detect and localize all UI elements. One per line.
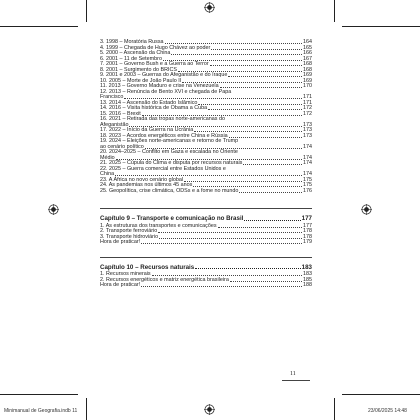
registration-mark-icon [361, 204, 372, 215]
toc-entry[interactable]: 3. Transporte hidroviário 178 [100, 233, 312, 240]
toc-entry[interactable]: Hora de praticar! 179 [100, 239, 312, 245]
toc-entry[interactable]: 25. Geopolítica, crise climática, ODSs e a fome no mundo 176 [100, 187, 312, 194]
crop-mark [334, 398, 335, 420]
toc-entry[interactable]: 2. Recursos energéticos e matriz energética brasileira 185 [100, 276, 312, 283]
toc-entry-first-line[interactable]: 12. 2013 – Renúncia de Bento XVI e chegada de Papa [100, 88, 232, 95]
toc-entry[interactable]: 6. 2001 – 11 de Setembro 167 [100, 55, 312, 62]
toc-entry[interactable]: 1. Recursos minerais 183 [100, 271, 312, 277]
toc-entry[interactable]: 10. 2005 – Morte de João Paulo II 169 [100, 77, 312, 84]
chapter-heading[interactable]: Capítulo 10 – Recursos naturais 183 [100, 263, 312, 271]
toc-entry[interactable]: 1. As estruturas dos transportes e comunicações 177 [100, 222, 312, 229]
toc-entry[interactable]: 14. 2016 – Visita histórica de Obama a Cuba 172 [100, 105, 312, 111]
toc-entry-first-line[interactable]: 22. 2025 – Guerra comercial entre Estados Unidos e [100, 165, 226, 172]
page-number-rule [282, 380, 310, 381]
toc-entry[interactable]: 18. 2023 – Acordos energéticos entre China e Rússia 173 [100, 132, 312, 139]
crop-mark [334, 0, 335, 22]
toc-entry[interactable]: 3. 1998 – Moratória Russa 164 [100, 39, 312, 45]
toc-entry[interactable]: Hora de praticar! 188 [100, 282, 312, 288]
crop-mark [0, 394, 78, 395]
toc-entry[interactable]: 7. 2001 – Governo Bush e a Guerra ao Terror 168 [100, 61, 312, 67]
registration-mark-icon [48, 204, 59, 215]
toc-entry[interactable]: 17. 2022 – Início da Guerra na Ucrânia 173 [100, 127, 312, 133]
footer-timestamp: 23/06/2025 14:48 [368, 408, 407, 414]
toc-entry-first-line[interactable]: 16. 2021 – Retirada das tropas norte-americanas do [100, 116, 225, 122]
toc-entry[interactable]: 11. 2013 – Governo Maduro e crise na Venezuela 170 [100, 83, 312, 89]
toc-entry[interactable]: 5. 2000 – Ascensão da China 166 [100, 50, 312, 56]
toc-entry[interactable]: China 174 [100, 171, 312, 177]
toc-entry[interactable]: 4. 1999 – Chegada de Hugo Chávez ao poder 165 [100, 44, 312, 51]
toc-entry[interactable]: 8. 2001 – Surgimento do BRICS 168 [100, 66, 312, 73]
crop-mark [86, 398, 87, 420]
crop-mark [342, 394, 420, 395]
crop-mark [342, 26, 420, 27]
chapter-9-section [100, 208, 312, 246]
toc-entry[interactable]: 24. As pandemias nos últimos 45 anos 175 [100, 182, 312, 188]
chapter-heading[interactable]: Capítulo 9 – Transporte e comunicação no Brasil 177 [100, 215, 312, 222]
toc-entry[interactable]: Afeganistão 173 [100, 121, 312, 128]
toc-entry[interactable]: 9. 2001 e 2003 – Guerras do Afeganistão e do Iraque 169 [100, 72, 312, 78]
registration-mark-icon [204, 2, 215, 13]
chapter-10-section [100, 257, 312, 289]
toc-entry[interactable]: Médio 174 [100, 154, 312, 161]
toc-entries [100, 40, 312, 194]
page-number: 11 [290, 371, 296, 377]
toc-entry[interactable]: 2. Transporte ferroviário 178 [100, 228, 312, 234]
toc-entry[interactable]: 15. 2016 – Brexit 172 [100, 110, 312, 117]
toc-entry[interactable]: 21. 2025 – Cúpula do Clima e disputa por recursos naturais 174 [100, 160, 312, 166]
registration-mark-icon [204, 404, 215, 415]
crop-mark [86, 0, 87, 22]
toc-entry[interactable]: 13. 2014 – Ascensão do Estado Islâmico 171 [100, 99, 312, 106]
crop-mark [0, 26, 78, 27]
table-of-contents [100, 40, 312, 289]
toc-entry[interactable]: Francisco 171 [100, 94, 312, 100]
toc-entry[interactable]: ao cenário político 174 [100, 143, 312, 150]
toc-entry-first-line[interactable]: 19. 2024 – Eleições norte-americanas e retorno de Trump [100, 138, 239, 144]
toc-entry[interactable]: 23. A África no novo cenário global 175 [100, 176, 312, 183]
toc-entry-first-line[interactable]: 20. 2024–2025 – Conflito em Gaza e escalada no Oriente [100, 149, 238, 155]
footer-filename: Minimanual de Geografia.indb 11 [4, 408, 78, 414]
